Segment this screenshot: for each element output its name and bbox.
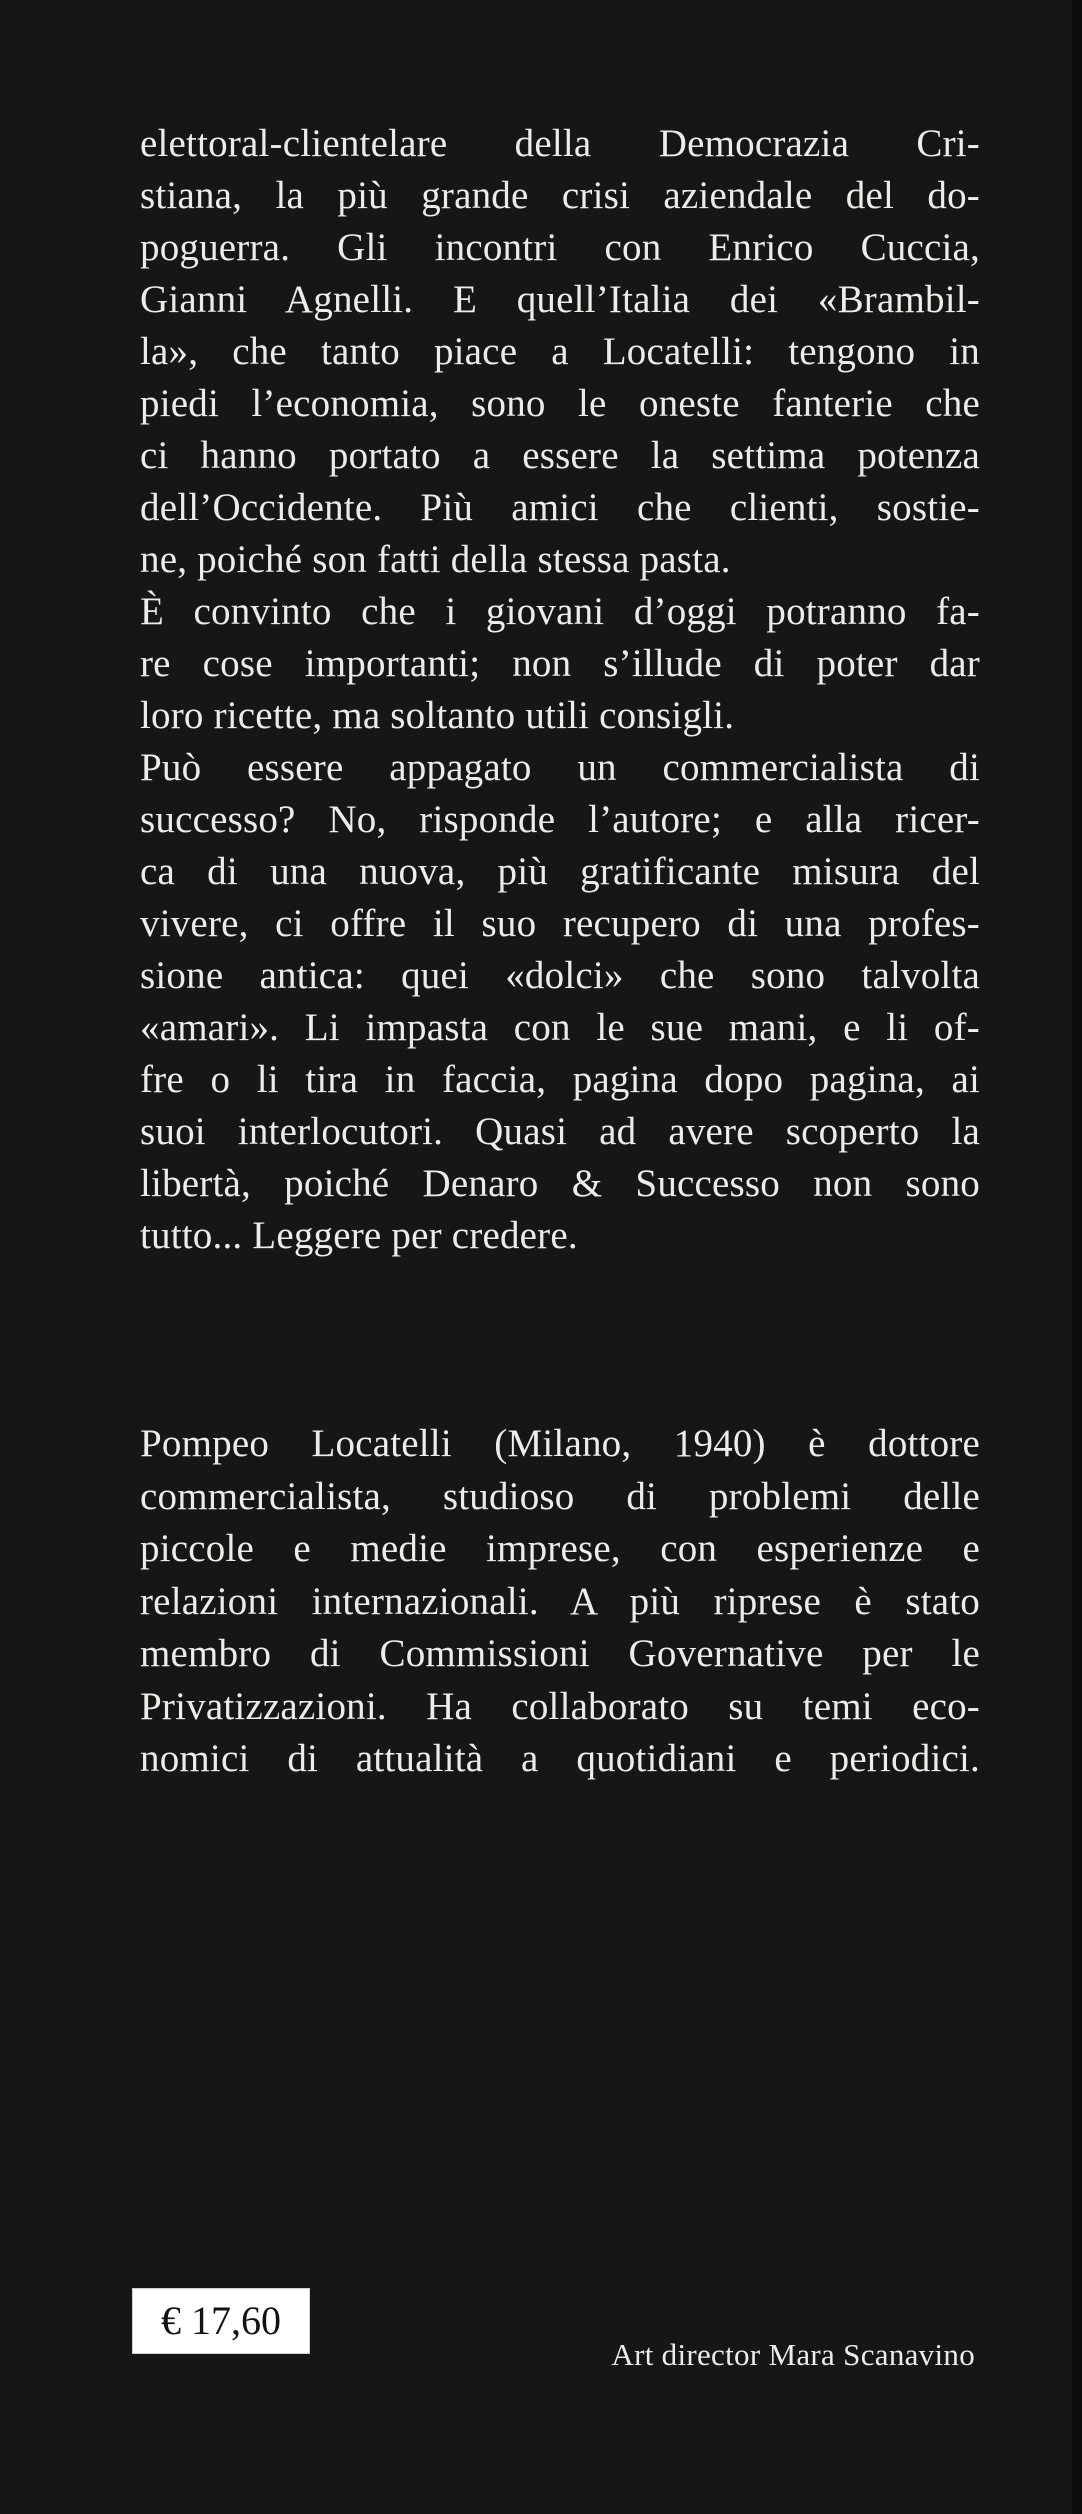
- synopsis-line: fre o li tira in faccia, pagina dopo pagina, ai: [140, 1058, 980, 1101]
- synopsis-line: Gianni Agnelli. E quell’Italia dei «Brambil-: [140, 278, 980, 321]
- synopsis-line: ci hanno portato a essere la settima potenza: [140, 434, 980, 477]
- author-bio-line: Pompeo Locatelli (Milano, 1940) è dottore: [140, 1422, 980, 1465]
- synopsis-line: successo? No, risponde l’autore; e alla ricer-: [140, 798, 980, 841]
- art-director-credit: Art director Mara Scanavino: [611, 2337, 975, 2372]
- synopsis-line: Può essere appagato un commercialista di: [140, 746, 980, 789]
- synopsis-line: libertà, poiché Denaro & Successo non sono: [140, 1162, 980, 1205]
- synopsis-line: tutto... Leggere per credere.: [140, 1214, 578, 1257]
- synopsis-line: ne, poiché son fatti della stessa pasta.: [140, 538, 731, 581]
- price-label: € 17,60: [132, 2288, 310, 2354]
- synopsis-line: sione antica: quei «dolci» che sono talvolta: [140, 954, 980, 997]
- author-bio-line: Privatizzazioni. Ha collaborato su temi eco-: [140, 1684, 980, 1728]
- author-bio-line: commercialista, studioso di problemi delle: [140, 1474, 980, 1518]
- synopsis-line: dell’Occidente. Più amici che clienti, sostie-: [140, 486, 980, 529]
- synopsis-paragraph: [140, 118, 980, 1262]
- synopsis-line: re cose importanti; non s’illude di poter dar: [140, 642, 980, 685]
- synopsis-line: ca di una nuova, più gratificante misura del: [140, 850, 980, 893]
- author-bio-line: relazioni internazionali. A più riprese è stato: [140, 1579, 980, 1623]
- author-bio-paragraph: [140, 1418, 980, 1786]
- author-bio-line: membro di Commissioni Governative per le: [140, 1632, 980, 1675]
- synopsis-line: piedi l’economia, sono le oneste fanterie che: [140, 382, 980, 425]
- synopsis-line: È convinto che i giovani d’oggi potranno fa-: [140, 590, 980, 633]
- author-bio-line: piccole e medie imprese, con esperienze e: [140, 1527, 980, 1570]
- synopsis-line: la», che tanto piace a Locatelli: tengono in: [140, 330, 980, 373]
- synopsis-line: stiana, la più grande crisi aziendale del do-: [140, 174, 980, 217]
- synopsis-line: loro ricette, ma soltanto utili consigli.: [140, 694, 735, 737]
- synopsis-line: poguerra. Gli incontri con Enrico Cuccia,: [140, 226, 980, 269]
- synopsis-line: vivere, ci offre il suo recupero di una profes-: [140, 902, 980, 945]
- synopsis-line: suoi interlocutori. Quasi ad avere scoperto la: [140, 1110, 980, 1153]
- synopsis-line: «amari». Li impasta con le sue mani, e li of-: [140, 1006, 980, 1049]
- synopsis-line: elettoral-clientelare della Democrazia Cri-: [140, 122, 980, 165]
- author-bio-line: nomici di attualità a quotidiani e periodici.: [140, 1737, 980, 1780]
